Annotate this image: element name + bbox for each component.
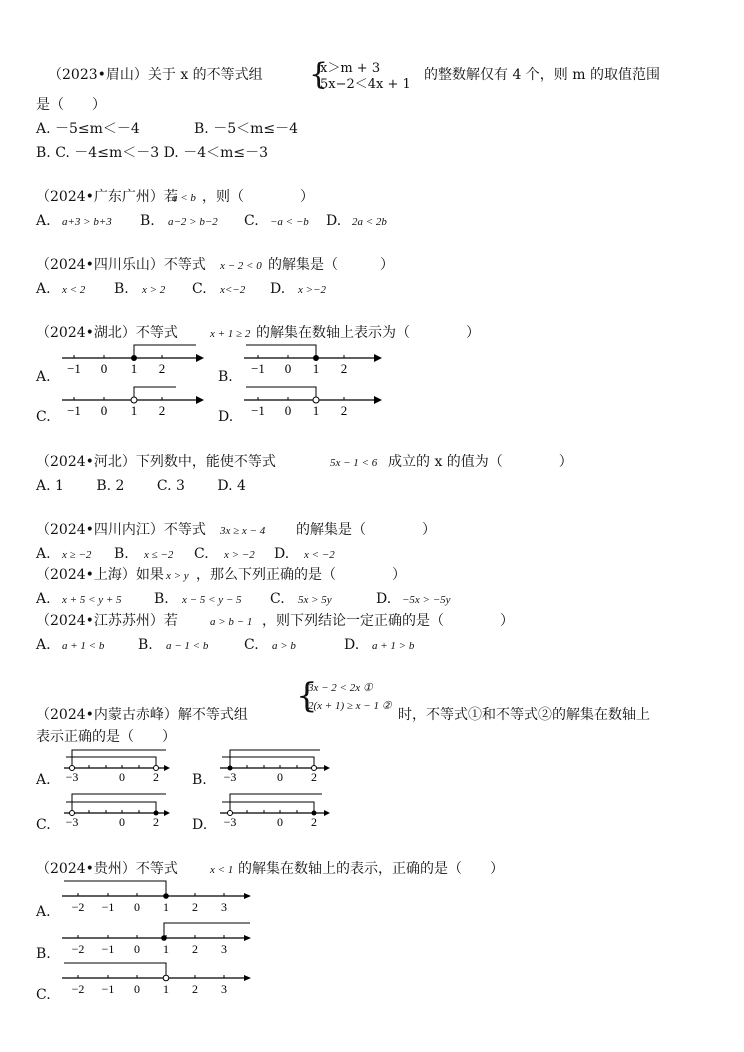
q10-c-tick-2: 0 <box>134 982 140 996</box>
q1-option-cd: B. C. －4≤m＜－3 D. －4＜m≤－3 <box>36 145 269 161</box>
q9-b-tick-0: −3 <box>223 770 237 784</box>
q9-label-c: C. <box>36 817 51 833</box>
q5-prefix: （2024•河北）下列数中，能使不等式 <box>36 454 276 470</box>
q5-suffix: 成立的 x 的值为（ ） <box>388 454 573 470</box>
q7-label-b: B. <box>154 591 169 607</box>
q9-label-b: B. <box>192 772 207 788</box>
q6-label-a: A. <box>36 546 51 562</box>
q10-b-tick-3: 1 <box>163 942 169 956</box>
q6-option-d: x < −2 <box>304 549 335 561</box>
q4-c-tick-3: 2 <box>158 403 166 418</box>
q10-c-tick-5: 3 <box>221 982 227 996</box>
q9-brace: { <box>296 676 318 716</box>
q4-line-b <box>244 345 382 376</box>
q10-b-tick-2: 0 <box>134 942 140 956</box>
q9-b-tick-2: 2 <box>311 770 317 784</box>
q9-d-tick-0: −3 <box>223 815 237 829</box>
q6-option-a: x ≥ −2 <box>62 549 92 561</box>
q10-a-tick-4: 2 <box>192 900 198 914</box>
q4-expr: x + 1 ≥ 2 <box>210 328 251 340</box>
q10-prefix: （2024•贵州）不等式 <box>36 861 178 877</box>
q8-option-a: a + 1 < b <box>62 640 105 652</box>
q7-option-b: x − 5 < y − 5 <box>182 594 242 606</box>
q1-cont: 是（ ） <box>36 97 106 113</box>
q10-c-tick-1: −1 <box>101 982 115 996</box>
q3-prefix: （2024•四川乐山）不等式 <box>36 257 206 273</box>
q9-a-tick-2: 2 <box>153 770 159 784</box>
q5-expr: 5x − 1 < 6 <box>330 457 378 469</box>
q10-c-tick-3: 1 <box>163 982 169 996</box>
q2-option-b: a−2 > b−2 <box>168 216 218 228</box>
q7-cond: x > y <box>166 570 189 582</box>
q4-line-c <box>62 387 204 418</box>
q9-sys-line1: 3x − 2 < 2x ① <box>308 682 373 694</box>
q1-brace: { <box>309 57 329 92</box>
q9-b-tick-1: 0 <box>277 770 283 784</box>
q9-cont: 表示正确的是（ ） <box>36 729 176 745</box>
q2-option-a: a+3 > b+3 <box>62 216 112 228</box>
q10-line-c <box>62 963 251 996</box>
q1-option-b: B. －5＜m≤－4 <box>194 121 299 137</box>
q3-label-a: A. <box>36 281 51 297</box>
q9-sys-line2: 2(x + 1) ≥ x − 1 ② <box>308 700 392 712</box>
q4-d-tick-0: −1 <box>251 403 265 418</box>
q4-prefix: （2024•湖北）不等式 <box>36 325 178 341</box>
q3-option-d: x >−2 <box>298 284 326 296</box>
q2-option-d: 2a < 2b <box>352 216 387 228</box>
q2-suffix: ，则（ ） <box>202 189 314 205</box>
q8-option-b: a − 1 < b <box>166 640 209 652</box>
q8-label-a: A. <box>36 637 51 653</box>
q4-line-a <box>62 345 204 376</box>
q8-option-c: a > b <box>272 640 296 652</box>
q10-b-tick-5: 3 <box>221 942 227 956</box>
q4-d-tick-2: 1 <box>312 403 320 418</box>
q1-suffix: 的整数解仅有 4 个，则 m 的取值范围 <box>424 67 660 83</box>
q8-prefix: （2024•江苏苏州）若 <box>36 613 178 629</box>
q9-c-tick-2: 2 <box>153 815 159 829</box>
q7-option-c: 5x > 5y <box>298 594 332 606</box>
q9-suffix: 时，不等式①和不等式②的解集在数轴上 <box>398 707 650 723</box>
q7-option-a: x + 5 < y + 5 <box>62 594 122 606</box>
q4-d-tick-1: 0 <box>284 403 292 418</box>
q10-b-tick-0: −2 <box>71 942 85 956</box>
q2-option-c: −a < −b <box>270 216 309 228</box>
q2-label-b: B. <box>140 213 155 229</box>
q7-label-d: D. <box>376 591 392 607</box>
q4-b-tick-2: 1 <box>312 361 320 376</box>
q10-b-tick-4: 2 <box>192 942 198 956</box>
q4-line-d <box>244 387 382 418</box>
q10-b-tick-1: −1 <box>101 942 115 956</box>
q9-a-tick-0: −3 <box>65 770 79 784</box>
q6-option-c: x > −2 <box>224 549 255 561</box>
q2-label-c: C. <box>244 213 259 229</box>
q9-c-tick-0: −3 <box>65 815 79 829</box>
q10-label-c: C. <box>36 987 51 1003</box>
q4-b-tick-1: 0 <box>284 361 292 376</box>
q10-a-tick-2: 0 <box>134 900 140 914</box>
q10-a-tick-0: −2 <box>71 900 85 914</box>
q9-c-tick-1: 0 <box>119 815 125 829</box>
q4-label-b: B. <box>218 369 233 385</box>
q8-cond: a > b − 1 <box>210 616 253 628</box>
q4-b-tick-0: −1 <box>251 361 265 376</box>
q1-sys-line1: x＞m + 3 <box>320 61 381 76</box>
q7-label-c: C. <box>270 591 285 607</box>
q4-a-tick-2: 1 <box>130 361 138 376</box>
q10-a-tick-1: −1 <box>101 900 115 914</box>
q6-label-c: C. <box>194 546 209 562</box>
q4-c-tick-2: 1 <box>130 403 138 418</box>
q8-suffix: ，则下列结论一定正确的是（ ） <box>262 613 514 629</box>
q8-label-d: D. <box>344 637 360 653</box>
q9-a-tick-1: 0 <box>119 770 125 784</box>
q2-label-a: A. <box>36 213 51 229</box>
q8-option-d: a + 1 > b <box>372 640 415 652</box>
q10-c-tick-0: −2 <box>71 982 85 996</box>
q9-d-tick-1: 0 <box>277 815 283 829</box>
q4-suffix: 的解集在数轴上表示为（ ） <box>256 325 480 341</box>
q9-line-b <box>220 750 330 784</box>
q4-b-tick-3: 2 <box>340 361 348 376</box>
q1-option-a: A. －5≤m＜－4 <box>36 121 140 137</box>
q6-expr: 3x ≥ x − 4 <box>220 525 266 537</box>
q1-sys-line2: 5x−2＜4x + 1 <box>320 77 411 92</box>
q9-label-a: A. <box>36 772 51 788</box>
q4-c-tick-1: 0 <box>100 403 108 418</box>
q3-label-d: D. <box>270 281 286 297</box>
q10-label-a: A. <box>36 904 51 920</box>
q3-option-a: x < 2 <box>62 284 86 296</box>
q4-a-tick-0: −1 <box>67 361 81 376</box>
q10-line-a <box>62 881 251 914</box>
q9-label-d: D. <box>192 817 208 833</box>
q6-prefix: （2024•四川内江）不等式 <box>36 522 206 538</box>
q1-prefix: （2023•眉山）关于 x 的不等式组 <box>48 67 263 83</box>
q9-prefix: （2024•内蒙古赤峰）解不等式组 <box>36 707 248 723</box>
q6-label-b: B. <box>114 546 129 562</box>
q3-suffix: 的解集是（ ） <box>268 257 394 273</box>
q4-c-tick-0: −1 <box>67 403 81 418</box>
q8-label-b: B. <box>138 637 153 653</box>
q6-label-d: D. <box>274 546 290 562</box>
q9-line-c <box>64 794 170 829</box>
q4-label-a: A. <box>36 369 51 385</box>
q6-suffix: 的解集是（ ） <box>296 522 436 538</box>
q10-line-b <box>62 923 251 956</box>
q3-label-b: B. <box>114 281 129 297</box>
q7-prefix: （2024•上海）如果 <box>36 567 164 583</box>
q8-label-c: C. <box>244 637 259 653</box>
q4-d-tick-3: 2 <box>340 403 348 418</box>
q2-prefix: （2024•广东广州）若 <box>36 189 178 205</box>
q9-line-a <box>64 750 170 784</box>
q2-cond: a < b <box>172 192 196 204</box>
q10-expr: x < 1 <box>210 864 234 876</box>
q7-option-d: −5x > −5y <box>402 594 451 606</box>
q10-suffix: 的解集在数轴上的表示，正确的是（ ） <box>238 861 504 877</box>
q2-label-d: D. <box>326 213 342 229</box>
q7-suffix: ，那么下列正确的是（ ） <box>196 567 406 583</box>
q9-d-tick-2: 2 <box>311 815 317 829</box>
q3-expr: x − 2 < 0 <box>220 260 262 272</box>
q4-a-tick-3: 2 <box>158 361 166 376</box>
q6-option-b: x ≤ −2 <box>144 549 174 561</box>
q3-option-c: x<−2 <box>220 284 246 296</box>
q4-label-c: C. <box>36 409 51 425</box>
q10-c-tick-4: 2 <box>192 982 198 996</box>
q3-option-b: x > 2 <box>142 284 166 296</box>
q9-line-d <box>220 794 330 829</box>
q5-options: A. 1 B. 2 C. 3 D. 4 <box>36 478 246 494</box>
q10-a-tick-3: 1 <box>163 900 169 914</box>
q10-label-b: B. <box>36 946 51 962</box>
q7-label-a: A. <box>36 591 51 607</box>
q10-a-tick-5: 3 <box>221 900 227 914</box>
q3-label-c: C. <box>192 281 207 297</box>
q4-a-tick-1: 0 <box>100 361 108 376</box>
q4-label-d: D. <box>218 409 234 425</box>
